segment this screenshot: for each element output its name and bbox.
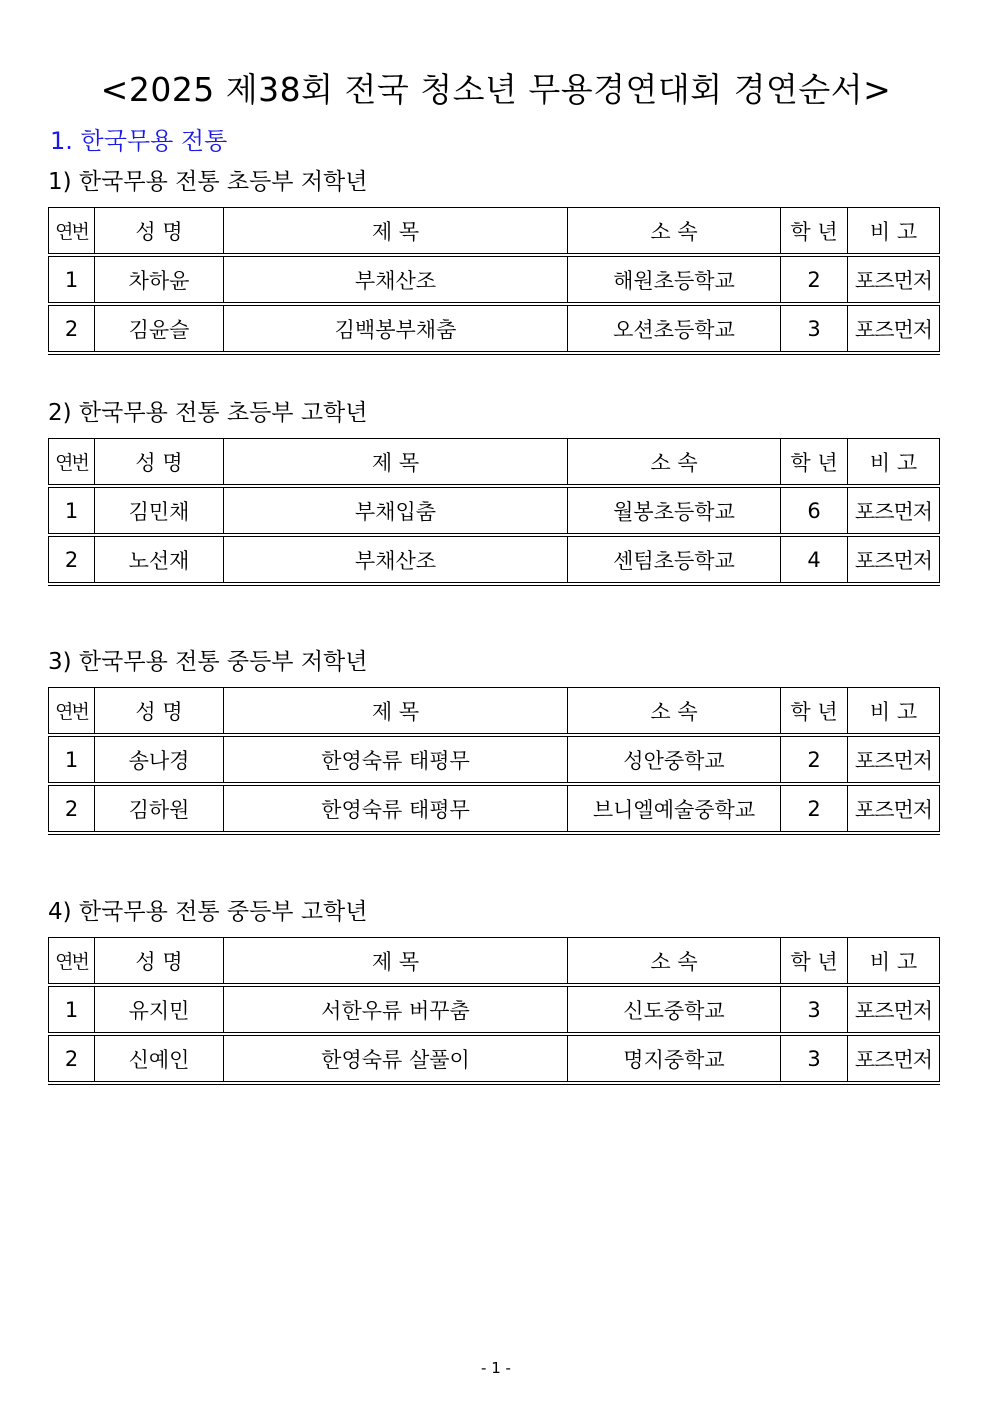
table-row <box>49 985 940 1034</box>
cell-name: 차하윤 <box>95 255 224 304</box>
col-header-note: 비 고 <box>848 938 940 986</box>
col-header-note: 비 고 <box>848 208 940 256</box>
cell-number: 2 <box>49 784 95 833</box>
cell-affiliation: 월봉초등학교 <box>568 486 781 535</box>
cell-note: 포즈먼저 <box>848 735 940 784</box>
col-header-affiliation: 소 속 <box>568 439 781 487</box>
cell-grade: 3 <box>781 985 848 1034</box>
cell-name: 김윤슬 <box>95 304 224 353</box>
table-row <box>49 535 940 584</box>
cell-name: 유지민 <box>95 985 224 1034</box>
group-1-table <box>48 207 940 355</box>
cell-title: 한영숙류 태평무 <box>224 735 568 784</box>
cell-grade: 2 <box>781 735 848 784</box>
cell-number: 2 <box>49 1034 95 1083</box>
col-header-title: 제 목 <box>224 938 568 986</box>
cell-title: 김백봉부채춤 <box>224 304 568 353</box>
table-header-row <box>49 439 940 487</box>
col-header-number: 연번 <box>49 208 95 256</box>
cell-grade: 3 <box>781 304 848 353</box>
cell-note: 포즈먼저 <box>848 255 940 304</box>
cell-title: 부채산조 <box>224 255 568 304</box>
cell-grade: 2 <box>781 784 848 833</box>
cell-number: 2 <box>49 304 95 353</box>
table-row <box>49 1034 940 1083</box>
col-header-title: 제 목 <box>224 439 568 487</box>
col-header-number: 연번 <box>49 439 95 487</box>
col-header-grade: 학 년 <box>781 688 848 736</box>
col-header-note: 비 고 <box>848 439 940 487</box>
cell-title: 한영숙류 살풀이 <box>224 1034 568 1083</box>
cell-name: 송나경 <box>95 735 224 784</box>
cell-note: 포즈먼저 <box>848 784 940 833</box>
group-2-table <box>48 438 940 586</box>
cell-name: 노선재 <box>95 535 224 584</box>
cell-grade: 4 <box>781 535 848 584</box>
table-row <box>49 255 940 304</box>
cell-affiliation: 명지중학교 <box>568 1034 781 1083</box>
cell-grade: 2 <box>781 255 848 304</box>
group-3-heading: 3) 한국무용 전통 중등부 저학년 <box>48 649 368 675</box>
cell-number: 1 <box>49 735 95 784</box>
col-header-title: 제 목 <box>224 688 568 736</box>
col-header-grade: 학 년 <box>781 439 848 487</box>
cell-note: 포즈먼저 <box>848 985 940 1034</box>
col-header-title: 제 목 <box>224 208 568 256</box>
cell-grade: 6 <box>781 486 848 535</box>
group-1-heading: 1) 한국무용 전통 초등부 저학년 <box>48 169 368 195</box>
cell-title: 부채산조 <box>224 535 568 584</box>
cell-number: 1 <box>49 255 95 304</box>
cell-name: 신예인 <box>95 1034 224 1083</box>
col-header-name: 성 명 <box>95 938 224 986</box>
cell-affiliation: 센텀초등학교 <box>568 535 781 584</box>
table-row <box>49 784 940 833</box>
group-3-table <box>48 687 940 835</box>
cell-title: 한영숙류 태평무 <box>224 784 568 833</box>
col-header-name: 성 명 <box>95 688 224 736</box>
table-row <box>49 486 940 535</box>
cell-name: 김하원 <box>95 784 224 833</box>
cell-title: 서한우류 버꾸춤 <box>224 985 568 1034</box>
cell-note: 포즈먼저 <box>848 486 940 535</box>
cell-number: 2 <box>49 535 95 584</box>
table-header-row <box>49 688 940 736</box>
cell-title: 부채입춤 <box>224 486 568 535</box>
col-header-affiliation: 소 속 <box>568 688 781 736</box>
cell-name: 김민채 <box>95 486 224 535</box>
cell-note: 포즈먼저 <box>848 535 940 584</box>
col-header-number: 연번 <box>49 938 95 986</box>
cell-affiliation: 브니엘예술중학교 <box>568 784 781 833</box>
section-heading: 1. 한국무용 전통 <box>50 127 228 155</box>
table-row <box>49 304 940 353</box>
col-header-name: 성 명 <box>95 439 224 487</box>
cell-note: 포즈먼저 <box>848 1034 940 1083</box>
cell-affiliation: 신도중학교 <box>568 985 781 1034</box>
cell-affiliation: 해원초등학교 <box>568 255 781 304</box>
col-header-grade: 학 년 <box>781 208 848 256</box>
col-header-grade: 학 년 <box>781 938 848 986</box>
cell-number: 1 <box>49 486 95 535</box>
cell-affiliation: 오션초등학교 <box>568 304 781 353</box>
cell-affiliation: 성안중학교 <box>568 735 781 784</box>
col-header-note: 비 고 <box>848 688 940 736</box>
document-title: <2025 제38회 전국 청소년 무용경연대회 경연순서> <box>100 70 892 109</box>
col-header-name: 성 명 <box>95 208 224 256</box>
table-header-row <box>49 938 940 986</box>
table-row <box>49 735 940 784</box>
group-2-heading: 2) 한국무용 전통 초등부 고학년 <box>48 400 368 426</box>
table-header-row <box>49 208 940 256</box>
cell-number: 1 <box>49 985 95 1034</box>
group-4-heading: 4) 한국무용 전통 중등부 고학년 <box>48 899 368 925</box>
cell-note: 포즈먼저 <box>848 304 940 353</box>
col-header-affiliation: 소 속 <box>568 938 781 986</box>
group-4-table <box>48 937 940 1085</box>
col-header-affiliation: 소 속 <box>568 208 781 256</box>
cell-grade: 3 <box>781 1034 848 1083</box>
page-number: - 1 - <box>481 1359 511 1377</box>
col-header-number: 연번 <box>49 688 95 736</box>
